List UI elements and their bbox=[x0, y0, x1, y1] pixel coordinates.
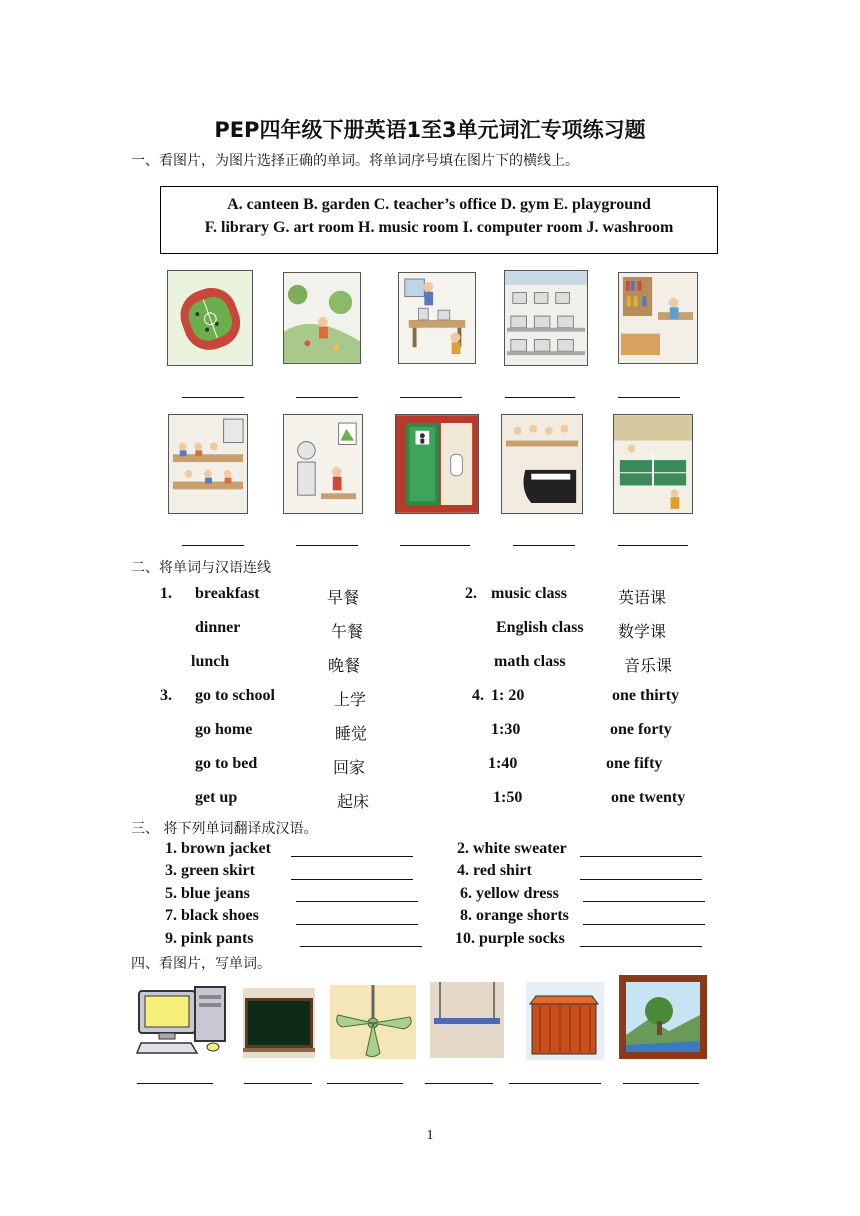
fan-icon bbox=[330, 985, 416, 1059]
teachers-office-picture bbox=[398, 272, 476, 364]
translate-item: 6. yellow dress bbox=[460, 885, 559, 902]
answer-line[interactable] bbox=[400, 545, 470, 546]
section4-heading: 四、看图片，写单词。 bbox=[131, 956, 271, 972]
desk-icon bbox=[526, 982, 604, 1060]
match-time[interactable]: 1:50 bbox=[493, 789, 523, 806]
answer-line[interactable] bbox=[137, 1083, 213, 1084]
answer-line[interactable] bbox=[296, 924, 418, 925]
match-chinese[interactable]: 上学 bbox=[334, 690, 367, 709]
answer-line[interactable] bbox=[618, 545, 688, 546]
answer-line[interactable] bbox=[513, 545, 575, 546]
match-chinese[interactable]: 回家 bbox=[333, 758, 366, 777]
match-time-words[interactable]: one forty bbox=[610, 721, 672, 738]
match-word[interactable]: math class bbox=[494, 653, 566, 670]
translate-item: 1. brown jacket bbox=[165, 840, 271, 857]
group4-number: 4. bbox=[472, 687, 484, 704]
match-word[interactable]: English class bbox=[496, 619, 584, 636]
match-chinese[interactable]: 起床 bbox=[337, 792, 370, 811]
answer-line[interactable] bbox=[580, 856, 702, 857]
match-word[interactable]: music class bbox=[491, 585, 567, 602]
canteen-picture bbox=[168, 414, 248, 514]
match-word[interactable]: go to bed bbox=[195, 755, 258, 772]
answer-line[interactable] bbox=[182, 545, 244, 546]
section3-heading: 三、 将下列单词翻译成汉语。 bbox=[131, 821, 318, 837]
match-chinese[interactable]: 英语课 bbox=[618, 588, 667, 607]
match-word[interactable]: breakfast bbox=[195, 585, 260, 602]
match-chinese[interactable]: 数学课 bbox=[618, 622, 667, 641]
washroom-picture bbox=[395, 414, 479, 514]
music-room-picture bbox=[501, 414, 583, 514]
answer-line[interactable] bbox=[296, 901, 418, 902]
match-word[interactable]: go to school bbox=[195, 687, 275, 704]
page-number: 1 bbox=[426, 1128, 434, 1143]
match-chinese[interactable]: 音乐课 bbox=[624, 656, 673, 675]
answer-line[interactable] bbox=[618, 397, 680, 398]
answer-line[interactable] bbox=[580, 946, 702, 947]
match-time[interactable]: 1: 20 bbox=[491, 687, 525, 704]
translate-item: 4. red shirt bbox=[457, 862, 532, 879]
garden-picture bbox=[283, 272, 361, 364]
answer-line[interactable] bbox=[400, 397, 462, 398]
match-chinese[interactable]: 晚餐 bbox=[328, 656, 361, 675]
answer-line[interactable] bbox=[583, 924, 705, 925]
translate-item: 3. green skirt bbox=[165, 862, 255, 879]
match-word[interactable]: go home bbox=[195, 721, 253, 738]
answer-line[interactable] bbox=[425, 1083, 493, 1084]
match-word[interactable]: dinner bbox=[195, 619, 241, 636]
translate-item: 7. black shoes bbox=[165, 907, 259, 924]
light-icon bbox=[430, 982, 504, 1058]
word-box-line1: A. canteen B. garden C. teacher’s office D. gym E. playground bbox=[227, 196, 651, 213]
answer-line[interactable] bbox=[505, 397, 575, 398]
blackboard-icon bbox=[243, 988, 315, 1058]
group1-number: 1. bbox=[160, 585, 172, 602]
translate-item: 10. purple socks bbox=[455, 930, 565, 947]
translate-item: 5. blue jeans bbox=[165, 885, 250, 902]
answer-line[interactable] bbox=[583, 901, 705, 902]
answer-line[interactable] bbox=[291, 856, 413, 857]
picture-frame-icon bbox=[619, 975, 707, 1059]
answer-line[interactable] bbox=[327, 1083, 403, 1084]
section1-heading: 一、看图片，为图片选择正确的单词。将单词序号填在图片下的横线上。 bbox=[131, 153, 579, 169]
answer-line[interactable] bbox=[291, 879, 413, 880]
answer-line[interactable] bbox=[244, 1083, 312, 1084]
translate-item: 9. pink pants bbox=[165, 930, 254, 947]
page-title: PEP四年级下册英语1至3单元词汇专项练习题 bbox=[214, 118, 646, 142]
match-time[interactable]: 1:30 bbox=[491, 721, 521, 738]
match-chinese[interactable]: 早餐 bbox=[327, 588, 360, 607]
group3-number: 3. bbox=[160, 687, 172, 704]
answer-line[interactable] bbox=[296, 545, 358, 546]
match-time-words[interactable]: one twenty bbox=[611, 789, 686, 806]
group2-number: 2. bbox=[465, 585, 477, 602]
translate-item: 2. white sweater bbox=[457, 840, 567, 857]
match-word[interactable]: lunch bbox=[191, 653, 230, 670]
answer-line[interactable] bbox=[182, 397, 244, 398]
match-time-words[interactable]: one fifty bbox=[606, 755, 663, 772]
computer-icon bbox=[135, 983, 229, 1055]
match-chinese[interactable]: 午餐 bbox=[331, 622, 364, 641]
match-chinese[interactable]: 睡觉 bbox=[335, 724, 368, 743]
translate-item: 8. orange shorts bbox=[460, 907, 569, 924]
match-time-words[interactable]: one thirty bbox=[612, 687, 680, 704]
section2-heading: 二、将单词与汉语连线 bbox=[131, 560, 271, 576]
computer-room-picture bbox=[504, 270, 588, 366]
answer-line[interactable] bbox=[623, 1083, 699, 1084]
library-picture bbox=[618, 272, 698, 364]
gym-picture bbox=[613, 414, 693, 514]
match-word[interactable]: get up bbox=[195, 789, 238, 806]
answer-line[interactable] bbox=[509, 1083, 601, 1084]
word-box bbox=[160, 186, 718, 254]
word-box-line2: F. library G. art room H. music room I. computer room J. washroom bbox=[204, 219, 674, 236]
answer-line[interactable] bbox=[580, 879, 702, 880]
answer-line[interactable] bbox=[300, 946, 422, 947]
answer-line[interactable] bbox=[296, 397, 358, 398]
art-room-picture bbox=[283, 414, 363, 514]
playground-picture bbox=[167, 270, 253, 366]
match-time[interactable]: 1:40 bbox=[488, 755, 518, 772]
